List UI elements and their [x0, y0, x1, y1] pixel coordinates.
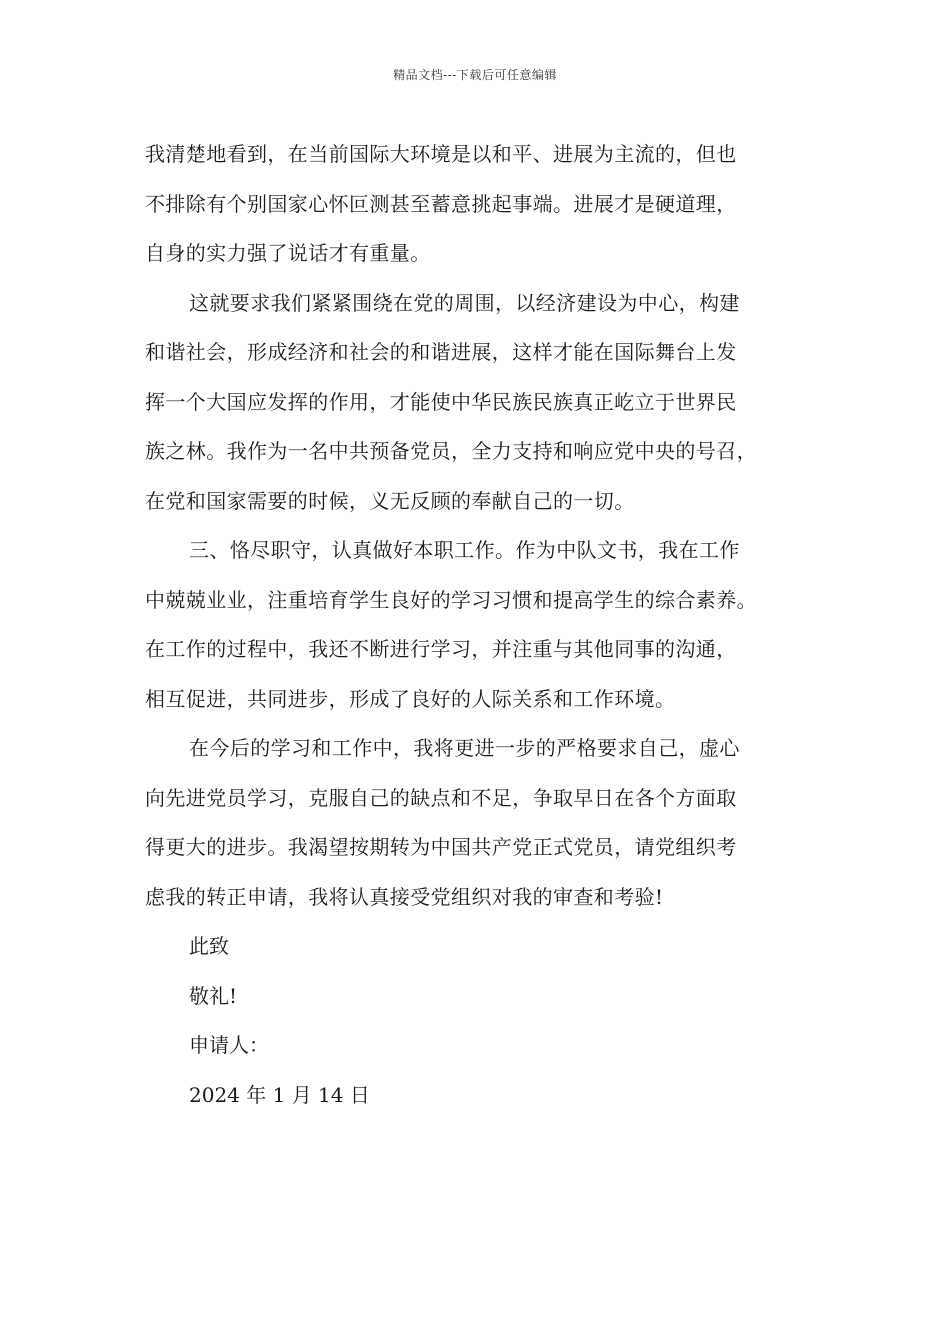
paragraph-3 [145, 526, 809, 724]
paragraph-line: 向先进党员学习，克服自己的缺点和不足，争取早日在各个方面取 [145, 785, 737, 810]
paragraph-line: 得更大的进步。我渴望按期转为中国共产党正式党员，请党组织考 [145, 835, 737, 859]
document-body [145, 130, 809, 1120]
paragraph-line: 三、恪尽职守，认真做好本职工作。作为中队文书，我在工作 [189, 538, 740, 562]
page-header: 精品文档---下载后可任意编辑 [393, 68, 557, 82]
paragraph-line: 虑我的转正申请，我将认真接受党组织对我的审查和考验! [145, 884, 664, 909]
paragraph-line: 中兢兢业业，注重培育学生良好的学习习惯和提高学生的综合素养。 [145, 587, 757, 612]
paragraph-4 [145, 724, 809, 922]
closing-respect: 敬礼! [189, 983, 238, 1008]
closing-salutation: 此致 [189, 934, 229, 958]
paragraph-line: 族之林。我作为一名中共预备党员，全力支持和响应党中央的号召， [145, 439, 757, 463]
paragraph-line: 和谐社会，形成经济和社会的和谐进展，这样才能在国际舞台上发 [145, 340, 737, 364]
paragraph-line: 在今后的学习和工作中，我将更进一步的严格要求自己，虚心 [189, 736, 740, 760]
applicant-label: 申请人： [189, 1033, 269, 1057]
paragraph-line: 这就要求我们紧紧围绕在党的周围，以经济建设为中心，构建 [189, 290, 740, 315]
paragraph-line: 相互促进，共同进步，形成了良好的人际关系和工作环境。 [145, 686, 676, 711]
paragraph-line: 我清楚地看到，在当前国际大环境是以和平、进展为主流的，但也 [145, 142, 737, 166]
paragraph-1 [145, 130, 809, 279]
paragraph-line: 在工作的过程中，我还不断进行学习，并注重与其他同事的沟通， [145, 637, 737, 661]
paragraph-line: 挥一个大国应发挥的作用，才能使中华民族民族真正屹立于世界民 [145, 389, 737, 414]
signature-date: 2024 年 1 月 14 日 [189, 1082, 370, 1107]
paragraph-line: 自身的实力强了说话才有重量。 [145, 241, 431, 265]
paragraph-line: 在党和国家需要的时候，义无反顾的奉献自己的一切。 [145, 488, 635, 513]
paragraph-line: 不排除有个别国家心怀叵测甚至蓄意挑起事端。进展才是硬道理， [145, 191, 737, 216]
paragraph-2 [145, 279, 809, 527]
